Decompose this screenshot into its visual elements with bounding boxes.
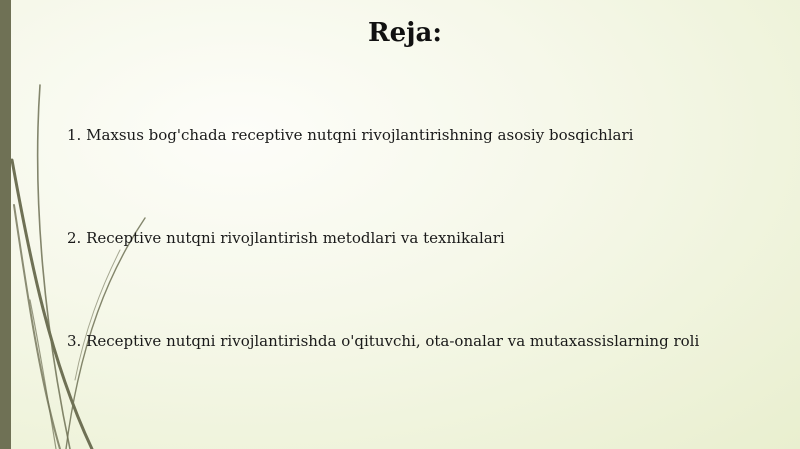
grass-blade-1 xyxy=(12,160,92,449)
left-accent-bar xyxy=(0,0,11,449)
slide-title: Reja: xyxy=(367,18,442,48)
grass-blade-4 xyxy=(14,205,60,449)
plan-item-2: 2. Receptive nutqni rivojlantirish metodlari va texnikalari xyxy=(67,229,505,247)
plan-item-1: 1. Maxsus bog'chada receptive nutqni rivojlantirishning asosiy bosqichlari xyxy=(67,126,634,144)
plan-item-3: 3. Receptive nutqni rivojlantirishda o'qituvchi, ota-onalar va mutaxassislarning roli xyxy=(67,332,700,350)
grass-blade-6 xyxy=(75,250,120,380)
grass-blade-2 xyxy=(38,85,70,449)
grass-blade-5 xyxy=(30,300,56,449)
